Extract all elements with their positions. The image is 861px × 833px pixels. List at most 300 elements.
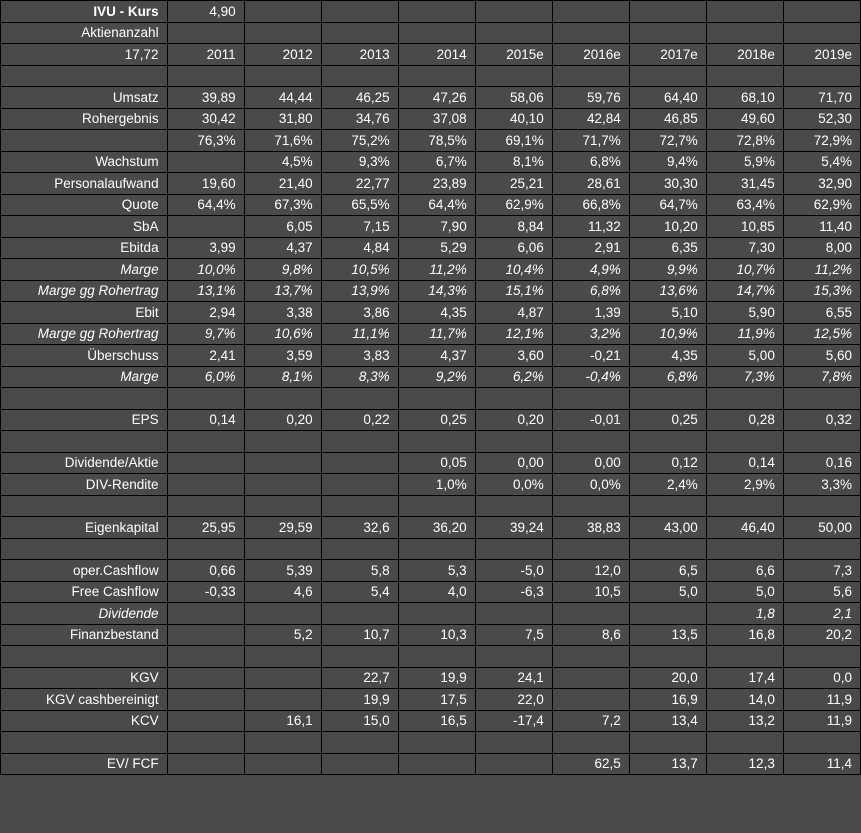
- cell-value: 7,8%: [783, 366, 860, 388]
- cell-value: [167, 65, 244, 87]
- cell-value: [552, 689, 629, 711]
- cell-value: 12,5%: [783, 323, 860, 345]
- empty-cell: [244, 1, 321, 23]
- cell-value: [321, 732, 398, 754]
- cell-value: 12,1%: [475, 323, 552, 345]
- cell-value: 0,66: [167, 560, 244, 582]
- cell-value: 6,06: [475, 237, 552, 259]
- cell-value: 43,00: [629, 517, 706, 539]
- table-row: [1, 194, 861, 216]
- year-header-2014: 2014: [398, 44, 475, 66]
- cell-value: 46,25: [321, 87, 398, 109]
- cell-value: 4,37: [398, 345, 475, 367]
- cell-value: 5,4: [321, 581, 398, 603]
- table-row: [1, 388, 861, 410]
- table-row: [1, 65, 861, 87]
- cell-value: [629, 646, 706, 668]
- empty-cell: [167, 22, 244, 44]
- cell-value: [244, 538, 321, 560]
- cell-value: 10,6%: [244, 323, 321, 345]
- cell-value: 49,60: [706, 108, 783, 130]
- cell-value: 28,61: [552, 173, 629, 195]
- cell-value: [244, 65, 321, 87]
- table-row: [1, 689, 861, 711]
- cell-value: 7,30: [706, 237, 783, 259]
- cell-value: [167, 624, 244, 646]
- cell-value: -0,01: [552, 409, 629, 431]
- cell-value: 5,60: [783, 345, 860, 367]
- cell-value: 2,1: [783, 603, 860, 625]
- cell-value: 29,59: [244, 517, 321, 539]
- row-label: Marge: [1, 259, 168, 281]
- table-row: [1, 753, 861, 775]
- row-label: [1, 732, 168, 754]
- empty-cell: [244, 22, 321, 44]
- cell-value: 11,4: [783, 753, 860, 775]
- cell-value: 5,4%: [783, 151, 860, 173]
- cell-value: -0,21: [552, 345, 629, 367]
- table-row: [1, 538, 861, 560]
- table-row: [1, 302, 861, 324]
- cell-value: 32,6: [321, 517, 398, 539]
- empty-cell: [552, 1, 629, 23]
- cell-value: [398, 732, 475, 754]
- cell-value: 13,5: [629, 624, 706, 646]
- cell-value: 39,89: [167, 87, 244, 109]
- cell-value: 6,05: [244, 216, 321, 238]
- table-row: [1, 495, 861, 517]
- table-row: [1, 216, 861, 238]
- cell-value: -0,4%: [552, 366, 629, 388]
- cell-value: 8,84: [475, 216, 552, 238]
- table-row: [1, 646, 861, 668]
- cell-value: 22,7: [321, 667, 398, 689]
- cell-value: 0,22: [321, 409, 398, 431]
- cell-value: [552, 431, 629, 453]
- cell-value: [167, 603, 244, 625]
- empty-cell: [475, 22, 552, 44]
- cell-value: 3,2%: [552, 323, 629, 345]
- cell-value: 11,7%: [398, 323, 475, 345]
- cell-value: 4,35: [398, 302, 475, 324]
- cell-value: [552, 603, 629, 625]
- table-row: [1, 431, 861, 453]
- cell-value: 72,7%: [629, 130, 706, 152]
- cell-value: [244, 431, 321, 453]
- empty-cell: [398, 22, 475, 44]
- cell-value: [475, 732, 552, 754]
- cell-value: 6,6: [706, 560, 783, 582]
- cell-value: [398, 495, 475, 517]
- cell-value: -0,33: [167, 581, 244, 603]
- cell-value: [167, 216, 244, 238]
- cell-value: 3,83: [321, 345, 398, 367]
- cell-value: 36,20: [398, 517, 475, 539]
- year-header-row: [1, 44, 861, 66]
- cell-value: 0,20: [244, 409, 321, 431]
- cell-value: 65,5%: [321, 194, 398, 216]
- cell-value: [552, 667, 629, 689]
- cell-value: 72,8%: [706, 130, 783, 152]
- empty-cell: [552, 22, 629, 44]
- cell-value: 62,9%: [783, 194, 860, 216]
- row-label: Eigenkapital: [1, 517, 168, 539]
- cell-value: 6,8%: [629, 366, 706, 388]
- cell-value: 64,7%: [629, 194, 706, 216]
- cell-value: 25,95: [167, 517, 244, 539]
- cell-value: [783, 646, 860, 668]
- cell-value: 64,40: [629, 87, 706, 109]
- cell-value: 13,4: [629, 710, 706, 732]
- cell-value: [475, 388, 552, 410]
- cell-value: 11,9: [783, 689, 860, 711]
- cell-value: 14,7%: [706, 280, 783, 302]
- cell-value: 5,39: [244, 560, 321, 582]
- cell-value: 0,25: [629, 409, 706, 431]
- cell-value: 5,29: [398, 237, 475, 259]
- cell-value: [475, 495, 552, 517]
- cell-value: 15,3%: [783, 280, 860, 302]
- cell-value: 5,00: [706, 345, 783, 367]
- cell-value: 5,2: [244, 624, 321, 646]
- cell-value: 63,4%: [706, 194, 783, 216]
- cell-value: [398, 646, 475, 668]
- cell-value: 3,86: [321, 302, 398, 324]
- cell-value: 10,5: [552, 581, 629, 603]
- cell-value: 10,3: [398, 624, 475, 646]
- table-row: [1, 366, 861, 388]
- cell-value: 76,3%: [167, 130, 244, 152]
- cell-value: 11,2%: [783, 259, 860, 281]
- cell-value: 64,4%: [398, 194, 475, 216]
- cell-value: 24,1: [475, 667, 552, 689]
- cell-value: 21,40: [244, 173, 321, 195]
- cell-value: 1,8: [706, 603, 783, 625]
- cell-value: [783, 388, 860, 410]
- cell-value: 22,0: [475, 689, 552, 711]
- cell-value: [244, 388, 321, 410]
- cell-value: 42,84: [552, 108, 629, 130]
- cell-value: 16,1: [244, 710, 321, 732]
- row-label: KGV: [1, 667, 168, 689]
- year-header-2015e: 2015e: [475, 44, 552, 66]
- cell-value: 5,6: [783, 581, 860, 603]
- cell-value: [706, 538, 783, 560]
- cell-value: 3,99: [167, 237, 244, 259]
- cell-value: 4,0: [398, 581, 475, 603]
- cell-value: [629, 732, 706, 754]
- cell-value: 44,44: [244, 87, 321, 109]
- cell-value: [475, 538, 552, 560]
- table-row: [1, 452, 861, 474]
- row-label: Rohergebnis: [1, 108, 168, 130]
- table-row: [1, 517, 861, 539]
- table-row: [1, 667, 861, 689]
- cell-value: 20,2: [783, 624, 860, 646]
- cell-value: [167, 710, 244, 732]
- row-label: Marge gg Rohertrag: [1, 323, 168, 345]
- cell-value: [321, 452, 398, 474]
- row-label: SbA: [1, 216, 168, 238]
- table-row: [1, 108, 861, 130]
- cell-value: [167, 474, 244, 496]
- cell-value: [167, 689, 244, 711]
- cell-value: [321, 388, 398, 410]
- cell-value: 0,0%: [475, 474, 552, 496]
- row-label: Umsatz: [1, 87, 168, 109]
- cell-value: 66,8%: [552, 194, 629, 216]
- cell-value: 0,20: [475, 409, 552, 431]
- cell-value: [167, 732, 244, 754]
- row-label: Finanzbestand: [1, 624, 168, 646]
- table-row: [1, 560, 861, 582]
- cell-value: [321, 603, 398, 625]
- cell-value: 20,0: [629, 667, 706, 689]
- cell-value: 78,5%: [398, 130, 475, 152]
- row-label: Ebitda: [1, 237, 168, 259]
- cell-value: 0,05: [398, 452, 475, 474]
- row-label: [1, 495, 168, 517]
- cell-value: [629, 603, 706, 625]
- cell-value: 25,21: [475, 173, 552, 195]
- cell-value: 10,5%: [321, 259, 398, 281]
- cell-value: 2,9%: [706, 474, 783, 496]
- cell-value: 4,84: [321, 237, 398, 259]
- cell-value: 10,4%: [475, 259, 552, 281]
- cell-value: 7,2: [552, 710, 629, 732]
- cell-value: -6,3: [475, 581, 552, 603]
- cell-value: [167, 151, 244, 173]
- cell-value: 9,9%: [629, 259, 706, 281]
- cell-value: 11,1%: [321, 323, 398, 345]
- cell-value: [706, 65, 783, 87]
- cell-value: 4,87: [475, 302, 552, 324]
- shares-label: Aktienanzahl: [1, 22, 168, 44]
- cell-value: 12,3: [706, 753, 783, 775]
- cell-value: 6,55: [783, 302, 860, 324]
- cell-value: 9,4%: [629, 151, 706, 173]
- table-row: [1, 259, 861, 281]
- row-label: Dividende: [1, 603, 168, 625]
- cell-value: [398, 603, 475, 625]
- cell-value: 0,14: [706, 452, 783, 474]
- cell-value: 10,0%: [167, 259, 244, 281]
- cell-value: [552, 388, 629, 410]
- cell-value: 13,7: [629, 753, 706, 775]
- cell-value: 13,1%: [167, 280, 244, 302]
- cell-value: [244, 732, 321, 754]
- cell-value: 40,10: [475, 108, 552, 130]
- year-header-2011: 2011: [167, 44, 244, 66]
- table-row: [1, 581, 861, 603]
- cell-value: [706, 732, 783, 754]
- cell-value: 31,45: [706, 173, 783, 195]
- cell-value: 10,9%: [629, 323, 706, 345]
- cell-value: 19,9: [398, 667, 475, 689]
- cell-value: 23,89: [398, 173, 475, 195]
- cell-value: [398, 431, 475, 453]
- cell-value: [244, 603, 321, 625]
- cell-value: [244, 689, 321, 711]
- cell-value: 3,3%: [783, 474, 860, 496]
- cell-value: [244, 474, 321, 496]
- cell-value: [167, 646, 244, 668]
- cell-value: 4,5%: [244, 151, 321, 173]
- cell-value: 39,24: [475, 517, 552, 539]
- cell-value: [706, 388, 783, 410]
- cell-value: 4,6: [244, 581, 321, 603]
- cell-value: 0,0: [783, 667, 860, 689]
- share-price: 4,90: [167, 1, 244, 23]
- cell-value: [321, 538, 398, 560]
- cell-value: 68,10: [706, 87, 783, 109]
- cell-value: [321, 65, 398, 87]
- table-row: [1, 323, 861, 345]
- cell-value: 6,2%: [475, 366, 552, 388]
- cell-value: 6,0%: [167, 366, 244, 388]
- cell-value: 3,59: [244, 345, 321, 367]
- cell-value: [475, 753, 552, 775]
- cell-value: 5,9%: [706, 151, 783, 173]
- cell-value: 4,37: [244, 237, 321, 259]
- cell-value: [629, 538, 706, 560]
- cell-value: 71,70: [783, 87, 860, 109]
- cell-value: [244, 646, 321, 668]
- cell-value: 1,39: [552, 302, 629, 324]
- cell-value: [167, 452, 244, 474]
- cell-value: [552, 65, 629, 87]
- cell-value: 10,20: [629, 216, 706, 238]
- cell-value: 7,3%: [706, 366, 783, 388]
- shares-label-row: [1, 22, 861, 44]
- cell-value: 9,7%: [167, 323, 244, 345]
- cell-value: 62,9%: [475, 194, 552, 216]
- year-header-2013: 2013: [321, 44, 398, 66]
- cell-value: 11,40: [783, 216, 860, 238]
- cell-value: 0,25: [398, 409, 475, 431]
- cell-value: 15,0: [321, 710, 398, 732]
- cell-value: 31,80: [244, 108, 321, 130]
- cell-value: 8,6: [552, 624, 629, 646]
- cell-value: 72,9%: [783, 130, 860, 152]
- year-header-2016e: 2016e: [552, 44, 629, 66]
- table-row: [1, 474, 861, 496]
- cell-value: 13,6%: [629, 280, 706, 302]
- cell-value: 5,10: [629, 302, 706, 324]
- cell-value: [706, 431, 783, 453]
- cell-value: 58,06: [475, 87, 552, 109]
- cell-value: 13,9%: [321, 280, 398, 302]
- cell-value: [167, 495, 244, 517]
- cell-value: 0,00: [475, 452, 552, 474]
- table-row: [1, 237, 861, 259]
- row-label: [1, 65, 168, 87]
- cell-value: [552, 538, 629, 560]
- cell-value: 64,4%: [167, 194, 244, 216]
- cell-value: 8,3%: [321, 366, 398, 388]
- cell-value: [783, 732, 860, 754]
- cell-value: 11,2%: [398, 259, 475, 281]
- cell-value: 0,0%: [552, 474, 629, 496]
- cell-value: 8,00: [783, 237, 860, 259]
- cell-value: 0,12: [629, 452, 706, 474]
- cell-value: [321, 753, 398, 775]
- cell-value: [167, 388, 244, 410]
- cell-value: [244, 452, 321, 474]
- shares-value: 17,72: [1, 44, 168, 66]
- cell-value: 10,85: [706, 216, 783, 238]
- cell-value: 2,41: [167, 345, 244, 367]
- year-header-2019e: 2019e: [783, 44, 860, 66]
- cell-value: -17,4: [475, 710, 552, 732]
- cell-value: [167, 753, 244, 775]
- cell-value: 7,15: [321, 216, 398, 238]
- empty-cell: [321, 22, 398, 44]
- year-header-2012: 2012: [244, 44, 321, 66]
- row-label: Quote: [1, 194, 168, 216]
- empty-cell: [629, 1, 706, 23]
- cell-value: 32,90: [783, 173, 860, 195]
- cell-value: [167, 667, 244, 689]
- cell-value: 5,0: [629, 581, 706, 603]
- cell-value: [552, 646, 629, 668]
- table-row: [1, 280, 861, 302]
- cell-value: [629, 431, 706, 453]
- empty-cell: [783, 1, 860, 23]
- row-label: [1, 388, 168, 410]
- row-label: DIV-Rendite: [1, 474, 168, 496]
- cell-value: 3,60: [475, 345, 552, 367]
- cell-value: [706, 646, 783, 668]
- cell-value: 10,7%: [706, 259, 783, 281]
- row-label: [1, 646, 168, 668]
- table-row: [1, 409, 861, 431]
- cell-value: 5,90: [706, 302, 783, 324]
- cell-value: [244, 495, 321, 517]
- cell-value: 19,60: [167, 173, 244, 195]
- cell-value: 6,8%: [552, 151, 629, 173]
- cell-value: [783, 431, 860, 453]
- cell-value: [783, 65, 860, 87]
- cell-value: [706, 495, 783, 517]
- cell-value: [167, 431, 244, 453]
- cell-value: 14,3%: [398, 280, 475, 302]
- cell-value: 9,8%: [244, 259, 321, 281]
- cell-value: 14,0: [706, 689, 783, 711]
- table-row: [1, 624, 861, 646]
- cell-value: 75,2%: [321, 130, 398, 152]
- cell-value: [167, 538, 244, 560]
- cell-value: 71,7%: [552, 130, 629, 152]
- row-label: [1, 538, 168, 560]
- cell-value: [552, 732, 629, 754]
- row-label: Überschuss: [1, 345, 168, 367]
- cell-value: [552, 495, 629, 517]
- cell-value: 1,0%: [398, 474, 475, 496]
- cell-value: 8,1%: [475, 151, 552, 173]
- cell-value: [321, 431, 398, 453]
- row-label: KGV cashbereinigt: [1, 689, 168, 711]
- cell-value: 13,2: [706, 710, 783, 732]
- cell-value: 11,9: [783, 710, 860, 732]
- cell-value: 6,35: [629, 237, 706, 259]
- cell-value: [783, 495, 860, 517]
- year-header-2018e: 2018e: [706, 44, 783, 66]
- row-label: Dividende/Aktie: [1, 452, 168, 474]
- cell-value: [398, 538, 475, 560]
- row-label: Personalaufwand: [1, 173, 168, 195]
- row-label: Marge gg Rohertrag: [1, 280, 168, 302]
